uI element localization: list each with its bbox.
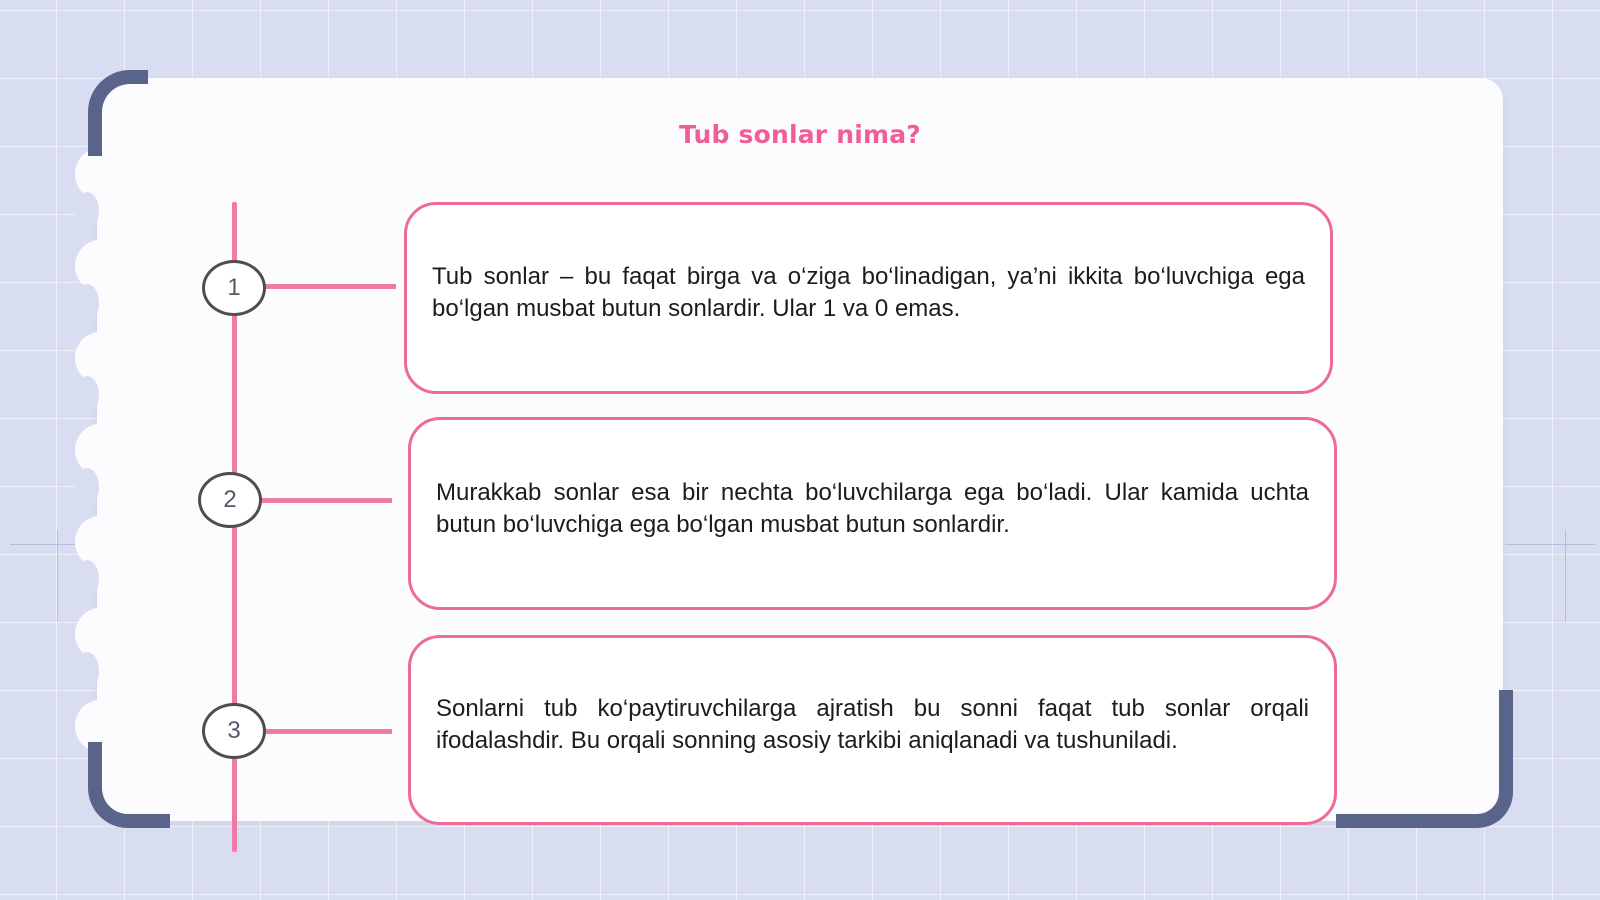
bottom-left-corner-bracket xyxy=(88,742,170,828)
step-text-1: Tub sonlar – bu faqat birga va o‘ziga bo‘linadigan, ya’ni ikkita bo‘luvchiga ega bo‘lgan musbat butun sonlardir. Ular 1 va 0 emas. xyxy=(432,263,1305,322)
step-text-3: Sonlarni tub ko‘paytiruvchilarga ajratish bu sonni faqat tub sonlar orqali ifodalashdir. Bu orqali sonning asosiy tarkibi aniqlanadi va tushuniladi. xyxy=(436,695,1309,754)
connector-line-3 xyxy=(262,729,392,734)
connector-line-2 xyxy=(260,498,392,503)
bottom-right-corner-bracket xyxy=(1336,690,1513,828)
step-card-1 xyxy=(404,202,1333,394)
page-title: Tub sonlar nima? xyxy=(678,120,922,149)
step-number-badge-1: 1 xyxy=(202,260,266,316)
step-card-2 xyxy=(408,417,1337,610)
step-text-2: Murakkab sonlar esa bir nechta bo‘luvchilarga ega bo‘ladi. Ular kamida uchta butun bo‘luvchiga ega bo‘lgan musbat butun sonlardir. xyxy=(436,478,1309,538)
step-card-3 xyxy=(408,635,1337,825)
connector-line-1 xyxy=(262,284,396,289)
step-number-badge-2: 2 xyxy=(198,472,262,528)
background-crosshair-right-horizontal xyxy=(1505,544,1595,545)
step-number-badge-3: 3 xyxy=(202,703,266,759)
